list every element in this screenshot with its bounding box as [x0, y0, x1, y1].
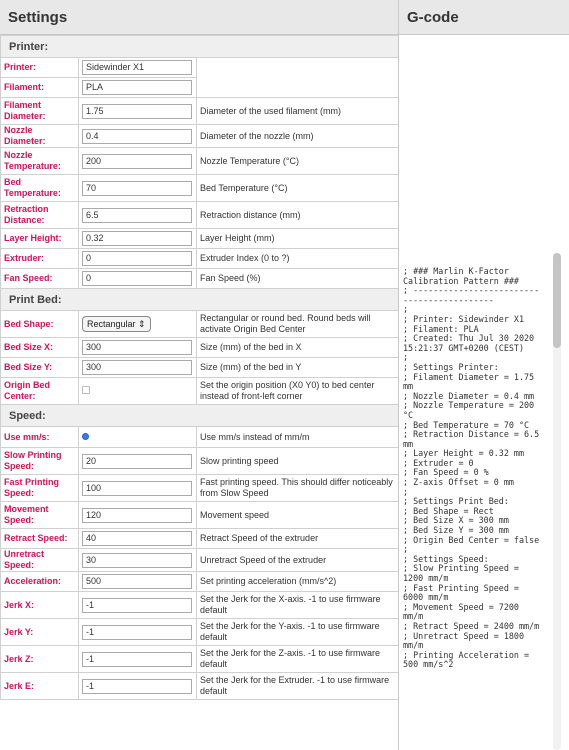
row-bed-size-y: [1, 358, 399, 378]
extruder-label: Extruder:: [1, 249, 79, 269]
row-fan-speed: [1, 269, 399, 289]
use-mms-label: Use mm/s:: [1, 427, 79, 448]
row-filament-diameter: [1, 98, 399, 125]
select-arrows-icon: ⇕: [138, 319, 146, 329]
gcode-text[interactable]: ; ### Marlin K-Factor Calibration Pattern ### ; ------------------------------------------- ; ; Printer: Sidewinder X1 ; Filament: PLA ; Created: Thu Jul 30 2020 15:21:37 GMT+0200 (CEST) ; ; Settings Printer: ; Filament Diameter = 1.75 mm ; Nozzle Diameter = 0.4 mm ; Nozzle Temperature = 200 °C ; Bed Temperature = 70 °C ; Retraction Distance = 6.5 mm ; Layer Height = 0.32 mm ; Extruder = 0 ; Fan Speed = 0 % ; Z-axis Offset = 0 mm ; ; Settings Print Bed: ; Bed Shape = Rect ; Bed Size X = 300 mm ; Bed Size Y = 300 mm ; Origin Bed Center = false ; ; Settings Speed: ; Slow Printing Speed = 1200 mm/m ; Fast Printing Speed = 6000 mm/m ; Movement Speed = 7200 mm/m ; Retract Speed = 2400 mm/m ; Unretract Speed = 1800 mm/m ; Printing Acceleration = 500 mm/s^2: [403, 266, 540, 670]
row-jerk-z: [1, 646, 399, 673]
retract-speed-input[interactable]: 40: [82, 531, 192, 546]
bed-temperature-label: Bed Temperature:: [1, 175, 79, 202]
nozzle-temperature-input[interactable]: 200: [82, 154, 192, 169]
row-bed-size-x: [1, 338, 399, 358]
layer-height-desc: Layer Height (mm): [197, 229, 399, 249]
nozzle-temperature-desc: Nozzle Temperature (°C): [197, 148, 399, 175]
bed-shape-value: Rectangular: [87, 319, 136, 329]
fast-printing-speed-desc: Fast printing speed. This should differ noticeably from Slow Speed: [197, 475, 399, 502]
section-print-bed-title: Print Bed:: [1, 289, 399, 311]
gcode-scrollbar-thumb[interactable]: [553, 253, 561, 348]
fast-printing-speed-label: Fast Printing Speed:: [1, 475, 79, 502]
section-speed-title: Speed:: [1, 405, 399, 427]
printer-input[interactable]: Sidewinder X1: [82, 60, 192, 75]
bed-size-y-input[interactable]: 300: [82, 360, 192, 375]
filament-diameter-desc: Diameter of the used filament (mm): [197, 98, 399, 125]
fan-speed-label: Fan Speed:: [1, 269, 79, 289]
filament-diameter-label: Filament Diameter:: [1, 98, 79, 125]
row-nozzle-diameter: [1, 125, 399, 148]
bed-temperature-input[interactable]: 70: [82, 181, 192, 196]
settings-panel: [0, 35, 399, 750]
bed-shape-desc: Rectangular or round bed. Round beds will activate Origin Bed Center: [197, 311, 399, 338]
row-use-mms: [1, 427, 399, 448]
jerk-x-desc: Set the Jerk for the X-axis. -1 to use firmware default: [197, 592, 399, 619]
nozzle-diameter-input[interactable]: 0.4: [82, 129, 192, 144]
origin-bed-center-checkbox[interactable]: [82, 386, 90, 394]
row-bed-temperature: [1, 175, 399, 202]
use-mms-checkbox[interactable]: [82, 433, 89, 440]
row-retraction-distance: [1, 202, 399, 229]
nozzle-diameter-desc: Diameter of the nozzle (mm): [197, 125, 399, 148]
printer-label: Printer:: [1, 58, 79, 78]
jerk-z-label: Jerk Z:: [1, 646, 79, 673]
jerk-y-input[interactable]: -1: [82, 625, 192, 640]
section-speed: [1, 405, 399, 427]
extruder-input[interactable]: 0: [82, 251, 192, 266]
retract-speed-desc: Retract Speed of the extruder: [197, 529, 399, 549]
layer-height-label: Layer Height:: [1, 229, 79, 249]
origin-bed-center-label: Origin Bed Center:: [1, 378, 79, 405]
gcode-header: G-code: [399, 0, 569, 35]
jerk-y-desc: Set the Jerk for the Y-axis. -1 to use firmware default: [197, 619, 399, 646]
settings-table: [0, 35, 399, 700]
movement-speed-desc: Movement speed: [197, 502, 399, 529]
fan-speed-input[interactable]: 0: [82, 271, 192, 286]
row-movement-speed: [1, 502, 399, 529]
jerk-y-label: Jerk Y:: [1, 619, 79, 646]
row-jerk-x: [1, 592, 399, 619]
filament-diameter-input[interactable]: 1.75: [82, 104, 192, 119]
row-filament: [1, 78, 399, 98]
bed-temperature-desc: Bed Temperature (°C): [197, 175, 399, 202]
row-layer-height: [1, 229, 399, 249]
use-mms-desc: Use mm/s instead of mm/m: [197, 427, 399, 448]
slow-printing-speed-input[interactable]: 20: [82, 454, 192, 469]
row-bed-shape: [1, 311, 399, 338]
row-unretract-speed: [1, 549, 399, 572]
bed-size-x-desc: Size (mm) of the bed in X: [197, 338, 399, 358]
jerk-z-input[interactable]: -1: [82, 652, 192, 667]
retract-speed-label: Retract Speed:: [1, 529, 79, 549]
movement-speed-label: Movement Speed:: [1, 502, 79, 529]
jerk-x-label: Jerk X:: [1, 592, 79, 619]
gcode-panel[interactable]: [399, 35, 569, 750]
movement-speed-input[interactable]: 120: [82, 508, 192, 523]
bed-shape-label: Bed Shape:: [1, 311, 79, 338]
jerk-e-desc: Set the Jerk for the Extruder. -1 to use firmware default: [197, 673, 399, 700]
unretract-speed-desc: Unretract Speed of the extruder: [197, 549, 399, 572]
extruder-desc: Extruder Index (0 to ?): [197, 249, 399, 269]
filament-input[interactable]: PLA: [82, 80, 192, 95]
jerk-x-input[interactable]: -1: [82, 598, 192, 613]
slow-printing-speed-desc: Slow printing speed: [197, 448, 399, 475]
origin-bed-center-desc: Set the origin position (X0 Y0) to bed center instead of front-left corner: [197, 378, 399, 405]
bed-shape-select[interactable]: [82, 316, 151, 332]
retraction-distance-desc: Retraction distance (mm): [197, 202, 399, 229]
row-jerk-y: [1, 619, 399, 646]
unretract-speed-label: Unretract Speed:: [1, 549, 79, 572]
row-extruder: [1, 249, 399, 269]
row-origin-bed-center: [1, 378, 399, 405]
fan-speed-desc: Fan Speed (%): [197, 269, 399, 289]
bed-size-x-input[interactable]: 300: [82, 340, 192, 355]
row-jerk-e: [1, 673, 399, 700]
section-printer: [1, 36, 399, 58]
row-acceleration: [1, 572, 399, 592]
row-fast-printing-speed: [1, 475, 399, 502]
row-slow-printing-speed: [1, 448, 399, 475]
jerk-e-label: Jerk E:: [1, 673, 79, 700]
acceleration-input[interactable]: 500: [82, 574, 192, 589]
jerk-z-desc: Set the Jerk for the Z-axis. -1 to use firmware default: [197, 646, 399, 673]
settings-header: Settings: [0, 0, 399, 35]
bed-size-y-label: Bed Size Y:: [1, 358, 79, 378]
nozzle-temperature-label: Nozzle Temperature:: [1, 148, 79, 175]
layer-height-input[interactable]: 0.32: [82, 231, 192, 246]
gcode-scrollbar[interactable]: [553, 253, 561, 750]
jerk-e-input[interactable]: -1: [82, 679, 192, 694]
bed-size-x-label: Bed Size X:: [1, 338, 79, 358]
bed-size-y-desc: Size (mm) of the bed in Y: [197, 358, 399, 378]
nozzle-diameter-label: Nozzle Diameter:: [1, 125, 79, 148]
unretract-speed-input[interactable]: 30: [82, 553, 192, 568]
section-print-bed: [1, 289, 399, 311]
filament-label: Filament:: [1, 78, 79, 98]
fast-printing-speed-input[interactable]: 100: [82, 481, 192, 496]
retraction-distance-input[interactable]: 6.5: [82, 208, 192, 223]
row-printer: [1, 58, 399, 78]
slow-printing-speed-label: Slow Printing Speed:: [1, 448, 79, 475]
retraction-distance-label: Retraction Distance:: [1, 202, 79, 229]
row-retract-speed: [1, 529, 399, 549]
acceleration-desc: Set printing acceleration (mm/s^2): [197, 572, 399, 592]
row-nozzle-temperature: [1, 148, 399, 175]
acceleration-label: Acceleration:: [1, 572, 79, 592]
section-printer-title: Printer:: [1, 36, 399, 58]
